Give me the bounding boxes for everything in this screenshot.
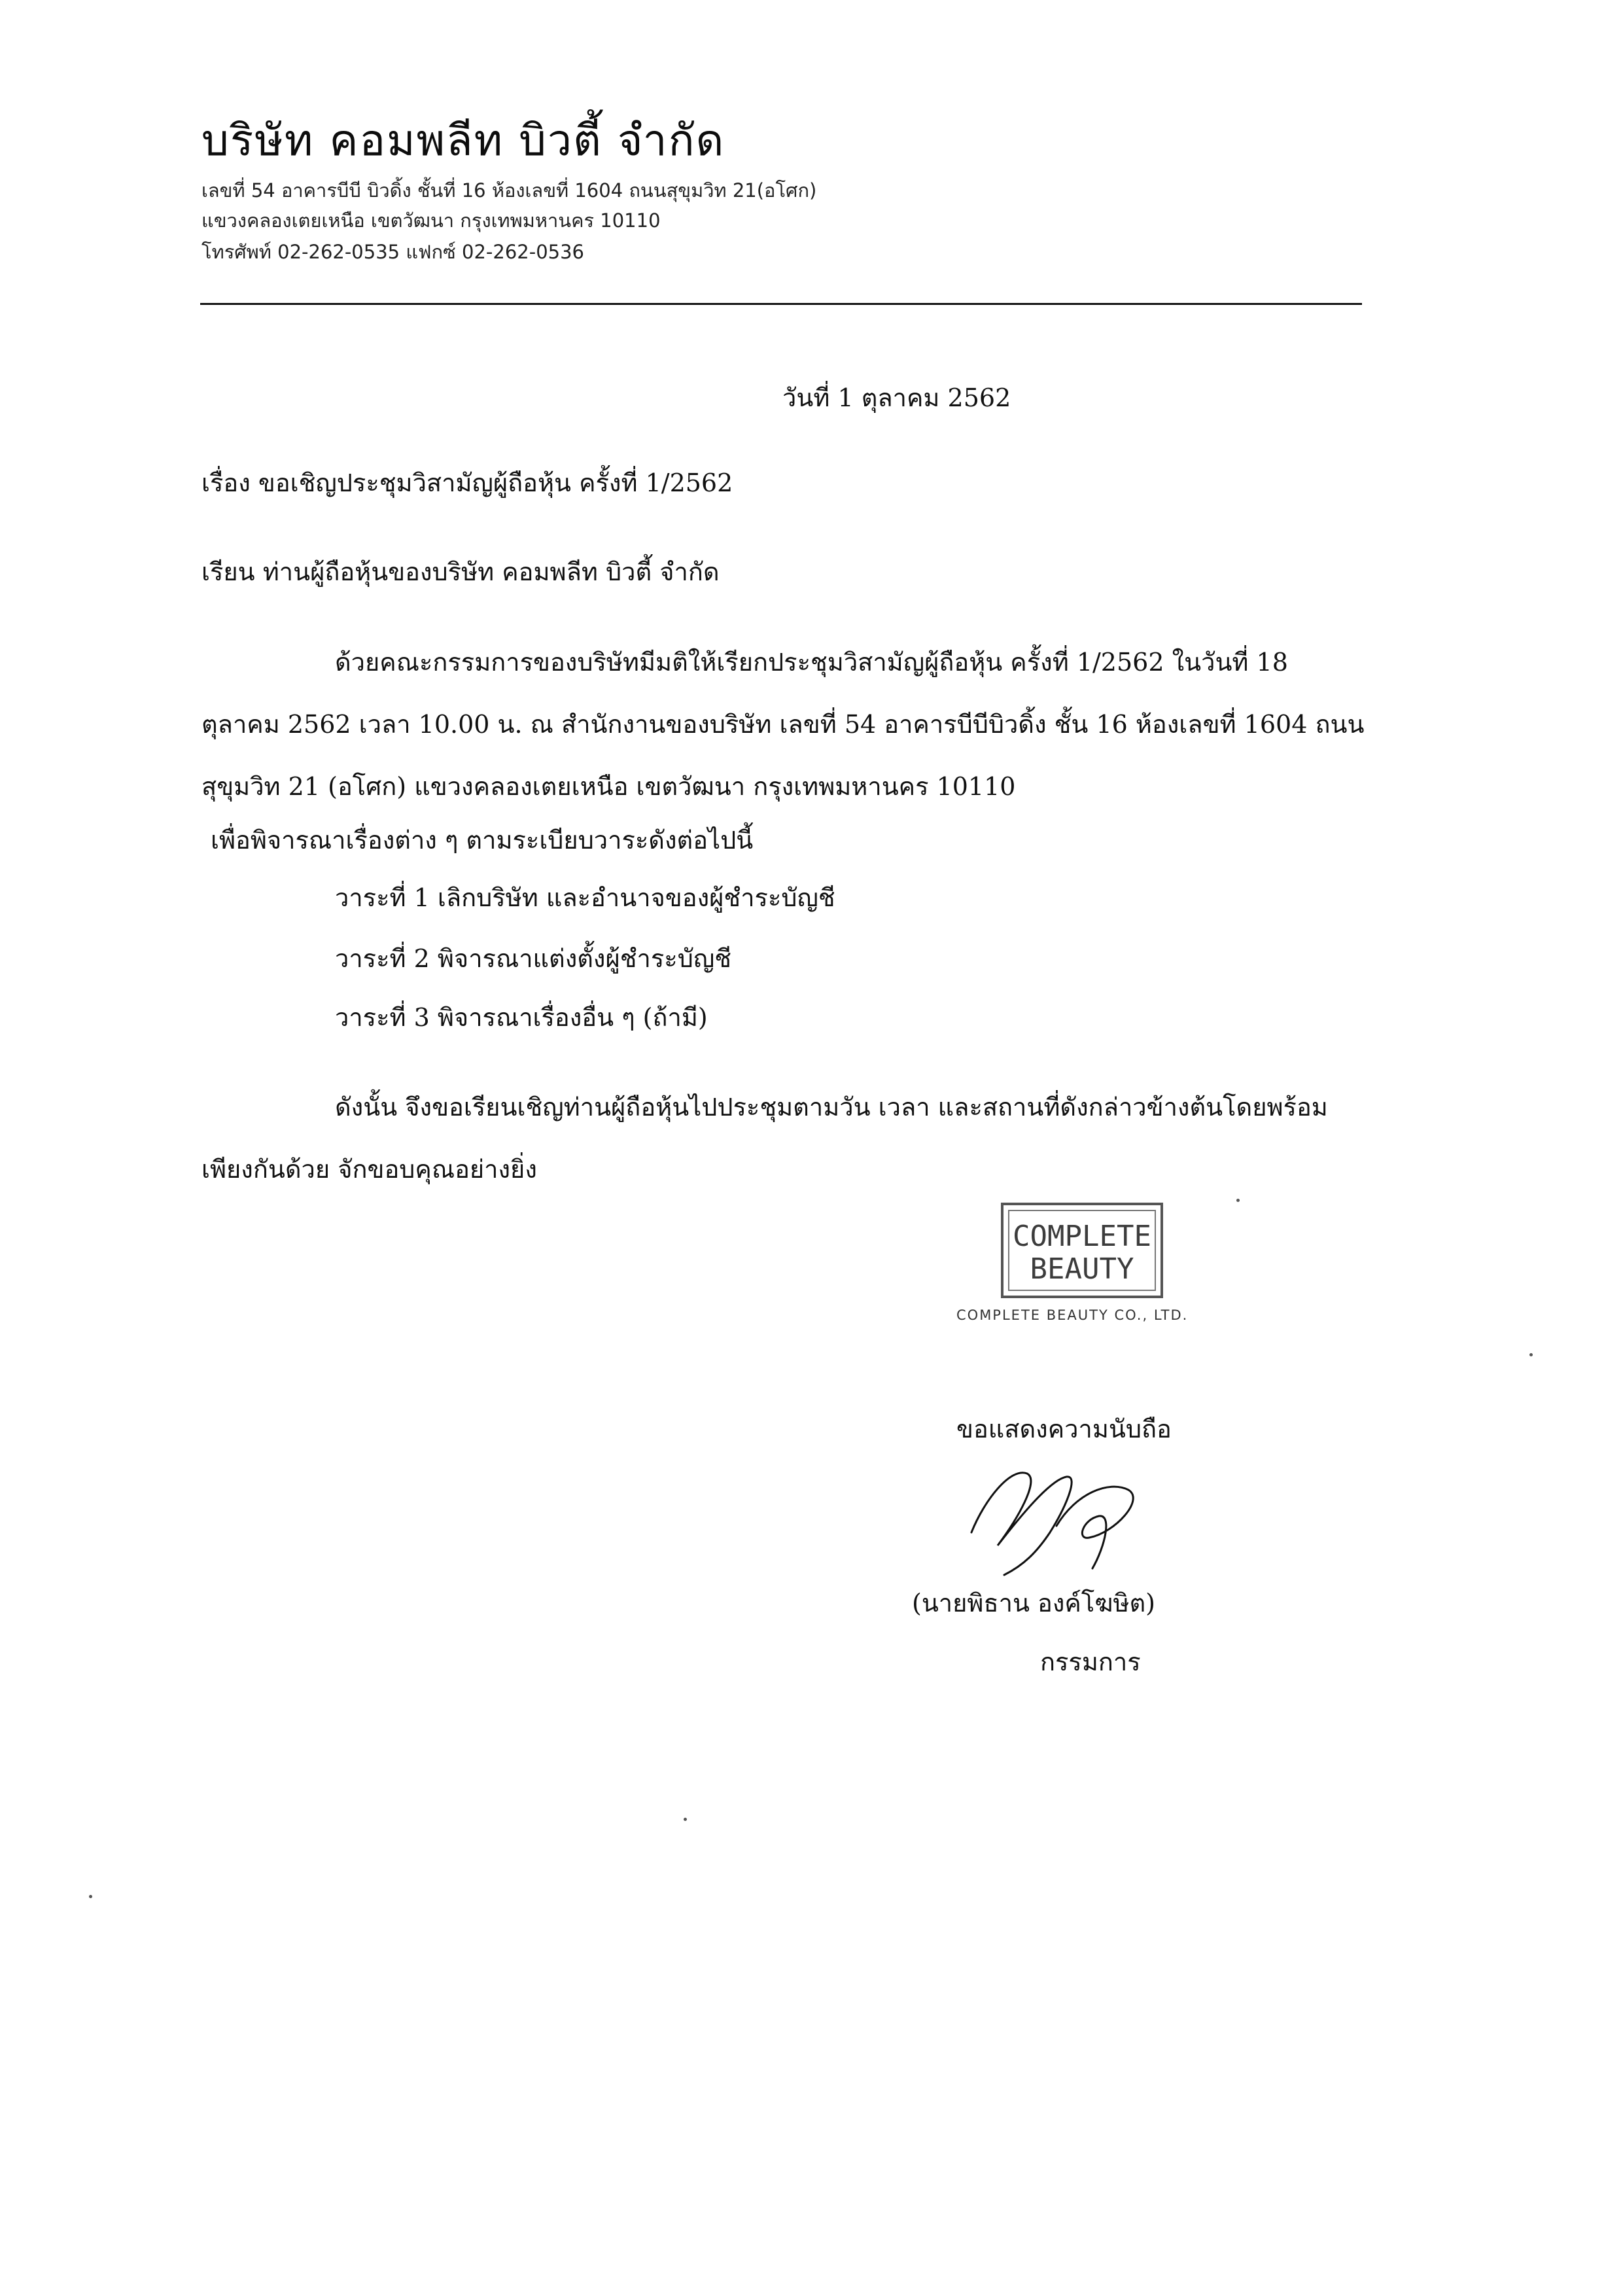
company-address-line2: แขวงคลองเตยเหนือ เขตวัฒนา กรุงเทพมหานคร 10110 [201,209,661,232]
closing-text: ขอแสดงความนับถือ [956,1415,1172,1443]
company-name: บริษัท คอมพลีท บิวตี้ จำกัด [201,115,725,166]
scan-speck [684,1818,687,1821]
company-address-line1: เลขที่ 54 อาคารบีบี บิวดิ้ง ชั้นที่ 16 ห้องเลขที่ 1604 ถนนสุขุมวิท 21(อโศก) [201,179,817,202]
agenda-item-2: วาระที่ 2 พิจารณาแต่งตั้งผู้ชำระบัญชี [335,944,731,973]
body-paragraph1-line2: ตุลาคม 2562 เวลา 10.00 น. ณ สำนักงานของบริษัท เลขที่ 54 อาคารบีบีบิวดิ้ง ชั้น 16 ห้องเลขที่ 1604 ถนน [201,710,1365,739]
body-paragraph1-line3: สุขุมวิท 21 (อโศก) แขวงคลองเตยเหนือ เขตวัฒนา กรุงเทพมหานคร 10110 [201,772,1016,801]
body-paragraph2-line2: เพียงกันด้วย จักขอบคุณอย่างยิ่ง [201,1155,537,1184]
body-paragraph1-line1: ด้วยคณะกรรมการของบริษัทมีมติให้เรียกประชุมวิสามัญผู้ถือหุ้น ครั้งที่ 1/2562 ในวันที่ 18 [335,648,1288,677]
signer-title: กรรมการ [1040,1648,1141,1676]
agenda-item-1: วาระที่ 1 เลิกบริษัท และอำนาจของผู้ชำระบัญชี [335,883,835,912]
signer-name: (นายพิธาน องค์โฆษิต) [912,1589,1156,1617]
header-divider [200,303,1362,305]
company-contact-line: โทรศัพท์ 02-262-0535 แฟกซ์ 02-262-0536 [201,241,584,263]
stamp-line1: COMPLETE [1013,1220,1151,1253]
letter-salutation: เรียน ท่านผู้ถือหุ้นของบริษัท คอมพลีท บิวตี้ จำกัด [201,557,720,586]
body-paragraph1-line4: เพื่อพิจารณาเรื่องต่าง ๆ ตามระเบียบวาระดังต่อไปนี้ [211,826,754,855]
agenda-item-3: วาระที่ 3 พิจารณาเรื่องอื่น ๆ (ถ้ามี) [335,1003,708,1032]
stamp-line2: BEAUTY [1030,1252,1134,1286]
scan-speck [1236,1199,1240,1202]
letter-date: วันที่ 1 ตุลาคม 2562 [782,383,1011,412]
letter-subject: เรื่อง ขอเชิญประชุมวิสามัญผู้ถือหุ้น ครั้งที่ 1/2562 [201,468,733,497]
company-stamp [1000,1201,1164,1299]
stamp-caption: COMPLETE BEAUTY CO., LTD. [956,1307,1189,1323]
scan-speck [1529,1353,1533,1356]
scan-speck [89,1895,92,1898]
handwritten-signature [958,1454,1155,1585]
body-paragraph2-line1: ดังนั้น จึงขอเรียนเชิญท่านผู้ถือหุ้นไปประชุมตามวัน เวลา และสถานที่ดังกล่าวข้างต้นโดยพร้อม [335,1093,1328,1122]
